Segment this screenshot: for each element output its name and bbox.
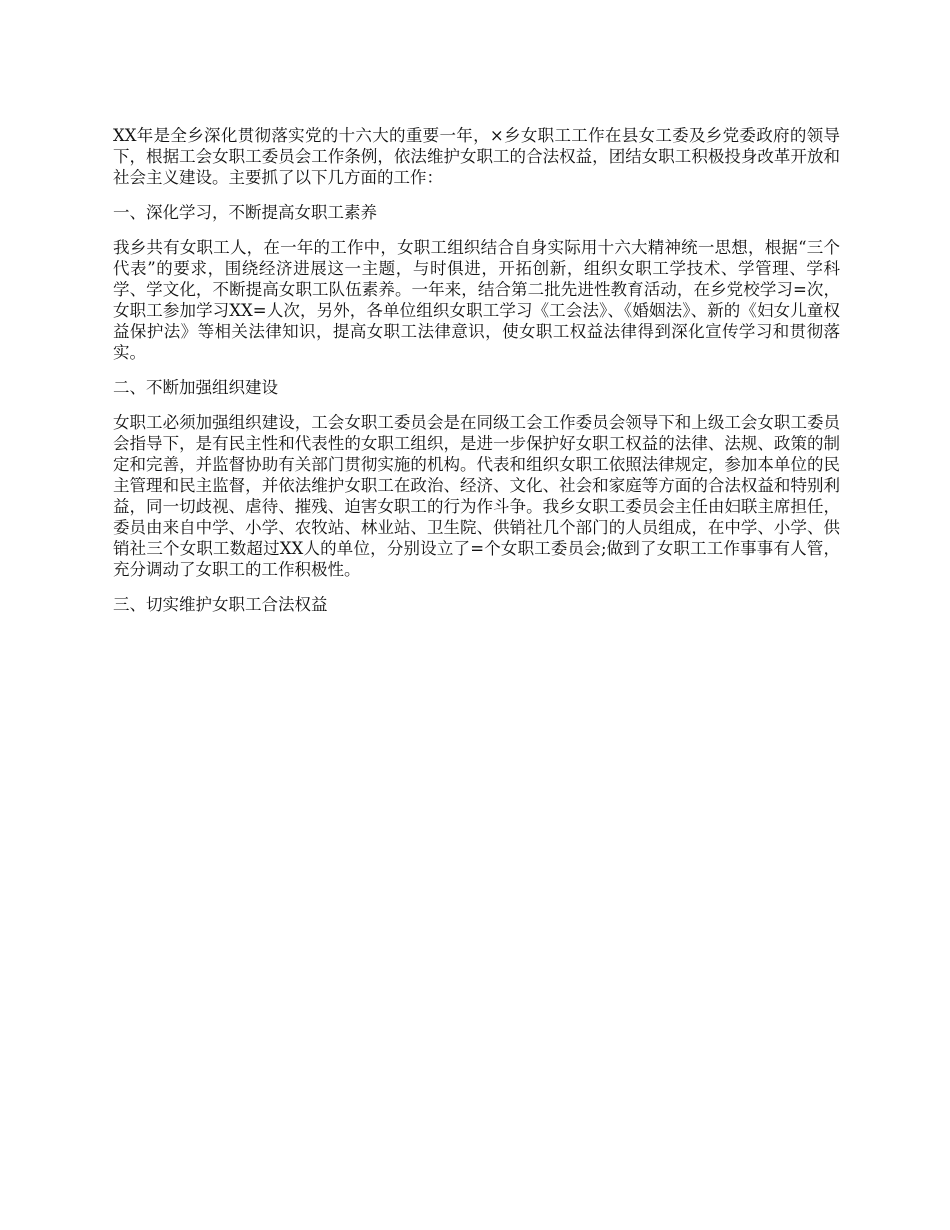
section-2-paragraph: 女职工必须加强组织建设，工会女职工委员会是在同级工会工作委员会领导下和上级工会女职工委员会指导下，是有民主性和代表性的女职工组织，是进一步保护好女职工权益的法律、法规、政策的制定和完善，并监督协助有关部门贯彻实施的机构。代表和组织女职工依照法律规定，参加本单位的民主管理和民主监督，并依法维护女职工在政治、经济、文化、社会和家庭等方面的合法权益和特别利益，同一切歧视、虐待、摧残、迫害女职工的行为作斗争。我乡女职工委员会主任由妇联主席担任，委员由来自中学、小学、农牧站、林业站、卫生院、供销社几个部门的人员组成，在中学、小学、供销社三个女职工数超过XX人的单位，分别设立了=个女职工委员会;做到了女职工工作事事有人管，充分调动了女职工的工作积极性。 — [113, 413, 840, 579]
section-heading-1: 一、深化学习，不断提高女职工素养 — [113, 203, 377, 222]
intro-paragraph: XX年是全乡深化贯彻落实党的十六大的重要一年，×乡女职工工作在县女工委及乡党委政府的领导下，根据工会女职工委员会工作条例，依法维护女职工的合法权益，团结女职工积极投身改革开放和社会主义建设。主要抓了以下几方面的工作： — [113, 126, 840, 187]
section-heading-3: 三、切实维护女职工合法权益 — [113, 595, 328, 614]
section-1-paragraph: 我乡共有女职工人，在一年的工作中，女职工组织结合自身实际用十六大精神统一思想，根据“三个代表”的要求，围绕经济进展这一主题，与时俱进，开拓创新，组织女职工学技术、学管理、学科学、学文化，不断提高女职工队伍素养。一年来，结合第二批先进性教育活动，在乡党校学习=次，女职工参加学习XX=人次，另外，各单位组织女职工学习《工会法》、《婚姻法》、新的《妇女儿童权益保护法》等相关法律知识，提高女职工法律意识，使女职工权益法律得到深化宣传学习和贯彻落实。 — [113, 238, 840, 362]
section-heading-2: 二、不断加强组织建设 — [113, 378, 278, 397]
document-body — [113, 125, 840, 629]
